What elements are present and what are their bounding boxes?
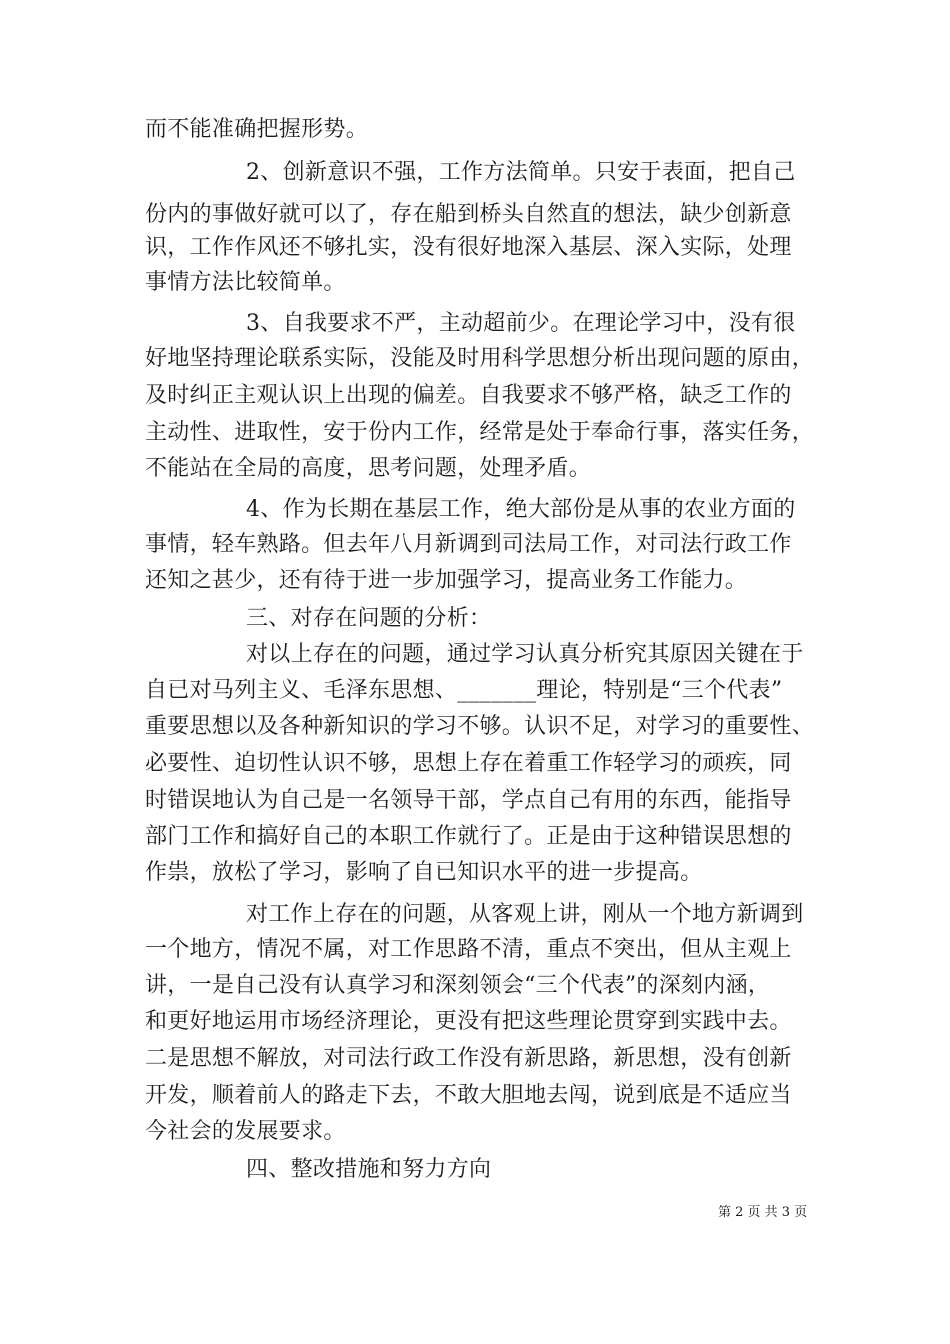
text-line: 和更好地运用市场经济理论，更没有把这些理论贯穿到实践中去。: [145, 1009, 792, 1034]
section-heading: 三、对存在问题的分析：: [246, 606, 492, 631]
text-line: 对以上存在的问题，通过学习认真分析究其原因关键在于: [246, 642, 804, 667]
text-line: 对工作上存在的问题，从客观上讲，刚从一个地方新调到: [246, 902, 804, 927]
text-line: 重要思想以及各种新知识的学习不够。认识不足，对学习的重要性、: [145, 714, 815, 739]
text-line: 2、创新意识不强，工作方法简单。只安于表面，把自己: [246, 160, 796, 185]
text-line: 不能站在全局的高度，思考问题，处理矛盾。: [145, 456, 592, 481]
text-line: 识，工作作风还不够扎实，没有很好地深入基层、深入实际，处理: [145, 235, 792, 260]
text-line: 而不能准确把握形势。: [145, 117, 369, 142]
text-line: 3、自我要求不严，主动超前少。在理论学习中，没有很: [246, 311, 796, 336]
text-line: 事情，轻车熟路。但去年八月新调到司法局工作，对司法行政工作: [145, 532, 792, 557]
text-line: 份内的事做好就可以了，存在船到桥头自然直的想法，缺少创新意: [145, 202, 792, 227]
text-line: 还知之甚少，还有待于进一步加强学习，提高业务工作能力。: [145, 568, 748, 593]
text-line: 作祟，放松了学习，影响了自已知识水平的进一步提高。: [145, 860, 703, 885]
text-line: 二是思想不解放，对司法行政工作没有新思路，新思想，没有创新: [145, 1046, 792, 1071]
text-line: 4、作为长期在基层工作，绝大部份是从事的农业方面的: [246, 497, 796, 522]
text-line: 开发，顺着前人的路走下去，不敢大胆地去闯，说到底是不适应当: [145, 1083, 792, 1108]
text-line: 必要性、迫切性认识不够，思想上存在着重工作轻学习的顽疾，同: [145, 751, 792, 776]
text-line: 今社会的发展要求。: [145, 1119, 346, 1144]
text-line: 部门工作和搞好自己的本职工作就行了。正是由于这种错误思想的: [145, 824, 792, 849]
text-line: 一个地方，情况不属，对工作思路不清，重点不突出，但从主观上: [145, 937, 792, 962]
text-line: 及时纠正主观认识上出现的偏差。自我要求不够严格，缺乏工作的: [145, 383, 792, 408]
text-line: 主动性、进取性，安于份内工作，经常是处于奉命行事，落实任务，: [145, 420, 815, 445]
text-line: 事情方法比较简单。: [145, 270, 346, 295]
text-line: 自已对马列主义、毛泽东思想、_______理论，特别是“三个代表”: [145, 678, 783, 703]
section-heading: 四、整改措施和努力方向: [246, 1157, 492, 1182]
text-line: 好地坚持理论联系实际，没能及时用科学思想分析出现问题的原由，: [145, 346, 815, 371]
page-number: 第 2 页 共 3 页: [718, 1205, 808, 1220]
text-line: 讲，一是自己没有认真学习和深刻领会“三个代表”的深刻内涵，: [145, 973, 771, 998]
text-line: 时错误地认为自己是一名领导干部，学点自己有用的东西，能指导: [145, 788, 792, 813]
